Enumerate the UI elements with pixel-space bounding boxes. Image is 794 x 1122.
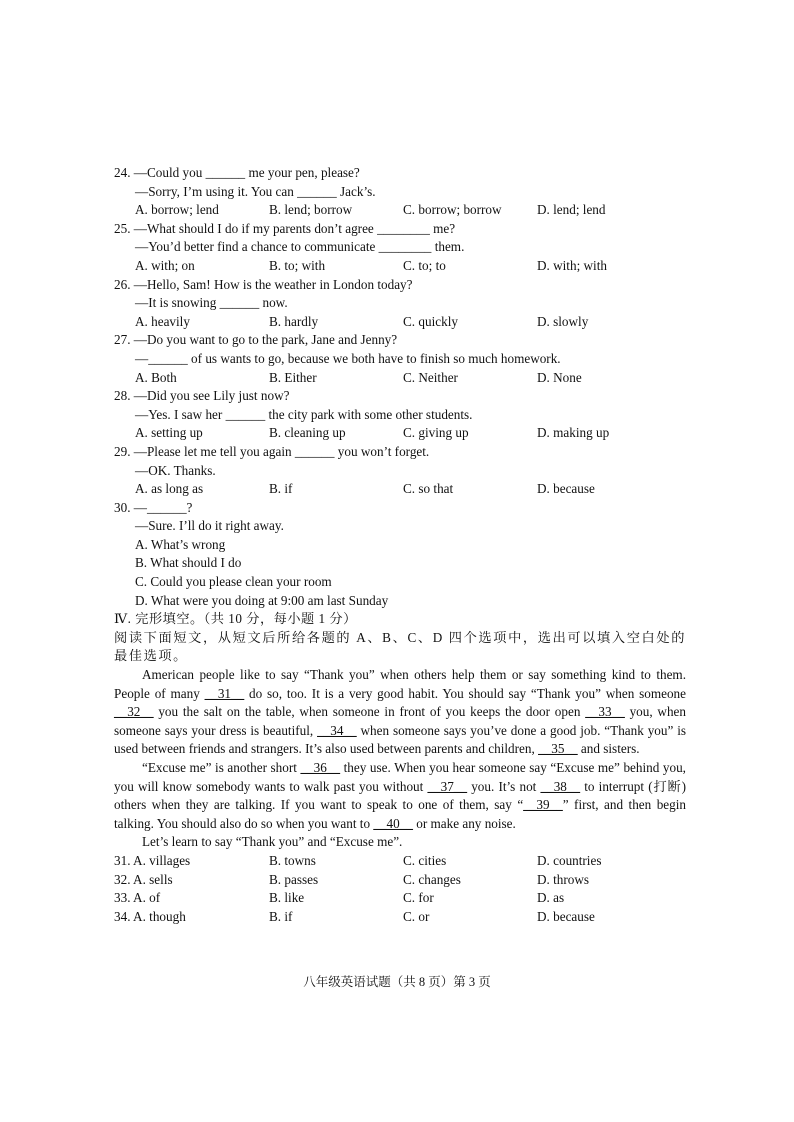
passage-text: do so, too. It is a very good habit. You should say “Thank you” when someone: [244, 685, 686, 701]
passage-text: they use. When you hear someone say “Excuse me” behind you, you will know somebody wants to walk past you without: [114, 760, 686, 794]
passage-text: when someone says you’ve done a good job. “Thank you” is used between friends and strangers. It’s also used between parents and children,: [114, 722, 687, 757]
question-28: [114, 387, 686, 443]
option-a: 32. A. sells: [114, 871, 173, 887]
option-b: B. cleaning up: [269, 425, 346, 441]
option-d: D. countries: [537, 852, 602, 868]
blank-40: __40__: [373, 815, 413, 831]
option-c: C. giving up: [403, 425, 469, 441]
option-a: A. Both: [135, 369, 177, 385]
option-d: D. with; with: [537, 257, 607, 273]
question-stem: 24. —Could you ______ me your pen, please?: [114, 165, 360, 180]
option-c: C. for: [403, 890, 434, 906]
option-c: C. cities: [403, 852, 447, 868]
question-26: [114, 276, 686, 332]
option-a: 34. A. though: [114, 908, 186, 924]
passage-text: “Excuse me” is another short: [142, 760, 301, 775]
option-b: B. passes: [269, 871, 319, 887]
passage-text: or make any noise.: [412, 815, 516, 831]
question-stem: 30. —______?: [114, 499, 193, 515]
blank-34: __34__: [317, 722, 357, 738]
question-reply: —Yes. I saw her ______ the city park with some other students.: [135, 406, 473, 422]
question-reply: —OK. Thanks.: [135, 462, 216, 478]
option-a: 31. A. villages: [114, 852, 191, 868]
option-b: B. towns: [269, 852, 316, 868]
question-options: [114, 536, 686, 610]
blank-39: __39__: [523, 797, 563, 813]
question-options: [114, 424, 686, 443]
option-d: D. None: [537, 369, 582, 385]
question-options: [114, 201, 686, 220]
option-d: D. slowly: [537, 313, 589, 329]
question-reply: —It is snowing ______ now.: [135, 295, 288, 311]
option-b: B. Either: [269, 369, 317, 385]
blank-33: __33__: [585, 704, 625, 720]
section-title: Ⅳ. 完形填空。（共 10 分，每小题 1 分）: [114, 611, 357, 627]
blank-38: __38__: [540, 778, 581, 794]
question-reply: —Sorry, I’m using it. You can ______ Jack’s.: [135, 183, 376, 199]
cloze-options-31: [114, 852, 686, 871]
option-c: C. Neither: [403, 369, 458, 385]
question-stem: 29. —Please let me tell you again ______ you won’t forget.: [114, 443, 430, 459]
cloze-passage: [114, 666, 686, 852]
option-a: 33. A. of: [114, 890, 161, 906]
blank-35: __35__: [538, 741, 578, 757]
option-d: D. because: [537, 481, 595, 497]
question-27: [114, 331, 686, 387]
option-b: B. lend; borrow: [269, 202, 353, 218]
option-b: B. hardly: [269, 313, 319, 329]
passage-text: you. It’s not: [467, 778, 541, 794]
option-d: D. as: [537, 890, 565, 906]
option-d: D. making up: [537, 425, 610, 441]
cloze-options-32: [114, 871, 686, 890]
option-d: D. What were you doing at 9:00 am last Sunday: [135, 592, 389, 608]
option-a: A. with; on: [135, 257, 195, 273]
option-c: C. to; to: [403, 257, 446, 273]
blank-36: __36__: [300, 760, 341, 775]
option-a: A. What’s wrong: [135, 536, 226, 552]
question-options: [114, 480, 686, 499]
question-options: [114, 257, 686, 276]
question-reply: —______ of us wants to go, because we both have to finish so much homework.: [135, 350, 561, 366]
option-a: A. borrow; lend: [135, 202, 219, 218]
passage-paragraph-3: Let’s learn to say “Thank you” and “Excuse me”.: [142, 834, 403, 850]
option-c: C. Could you please clean your room: [135, 574, 332, 590]
passage-paragraph-1: [114, 666, 686, 759]
option-d: D. throws: [537, 871, 590, 887]
option-a: A. as long as: [135, 481, 204, 497]
question-options: [114, 313, 686, 332]
question-29: [114, 443, 686, 499]
passage-paragraph-2: [114, 759, 686, 833]
question-25: [114, 220, 686, 276]
option-c: C. borrow; borrow: [403, 202, 502, 218]
blank-37: __37__: [427, 778, 468, 794]
cloze-options-33: [114, 889, 686, 908]
option-d: D. lend; lend: [537, 202, 606, 218]
option-a: A. heavily: [135, 313, 190, 329]
question-stem: 27. —Do you want to go to the park, Jane and Jenny?: [114, 332, 398, 348]
option-b: B. to; with: [269, 257, 326, 273]
passage-text: you, when someone says your dress is beautiful,: [114, 704, 686, 738]
option-c: C. so that: [403, 481, 454, 497]
question-stem: 28. —Did you see Lily just now?: [114, 388, 290, 404]
question-options: [114, 369, 686, 388]
option-c: C. changes: [403, 871, 461, 887]
option-b: B. if: [269, 481, 293, 497]
question-24: [114, 164, 686, 220]
option-a: A. setting up: [135, 425, 203, 441]
passage-text: you the salt on the table, when someone in front of you keeps the door open: [153, 704, 586, 720]
option-b: B. if: [269, 908, 293, 924]
exam-page: [114, 164, 686, 926]
option-b: B. What should I do: [135, 555, 242, 571]
question-reply: —Sure. I’ll do it right away.: [135, 518, 284, 534]
passage-text: American people like to say “Thank you” when others help them or say something kind to them. People of many: [114, 667, 686, 701]
section-instruction: 阅读下面短文，从短文后所给各题的 A、B、C、D 四个选项中，选出可以填入空白处的最佳选项。: [114, 629, 686, 664]
option-d: D. because: [537, 908, 595, 924]
blank-32: __32__: [114, 704, 154, 720]
passage-text: and sisters.: [577, 741, 640, 757]
page-footer: 八年级英语试题（共 8 页）第 3 页: [303, 975, 491, 989]
blank-31: __31__: [204, 685, 245, 701]
option-c: C. or: [403, 908, 430, 924]
question-stem: 26. —Hello, Sam! How is the weather in London today?: [114, 276, 413, 292]
option-b: B. like: [269, 890, 305, 906]
option-c: C. quickly: [403, 313, 458, 329]
question-stem: 25. —What should I do if my parents don’t agree ________ me?: [114, 220, 456, 236]
passage-text: to interrupt (打断) others when they are talking. If you want to speak to one of them, say “: [114, 778, 687, 813]
question-reply: —You’d better find a chance to communicate ________ them.: [135, 239, 465, 255]
cloze-options-34: [114, 908, 686, 927]
passage-text: ” first, and then begin talking. You should also do so when you want to: [114, 797, 686, 831]
question-30: [114, 499, 686, 611]
